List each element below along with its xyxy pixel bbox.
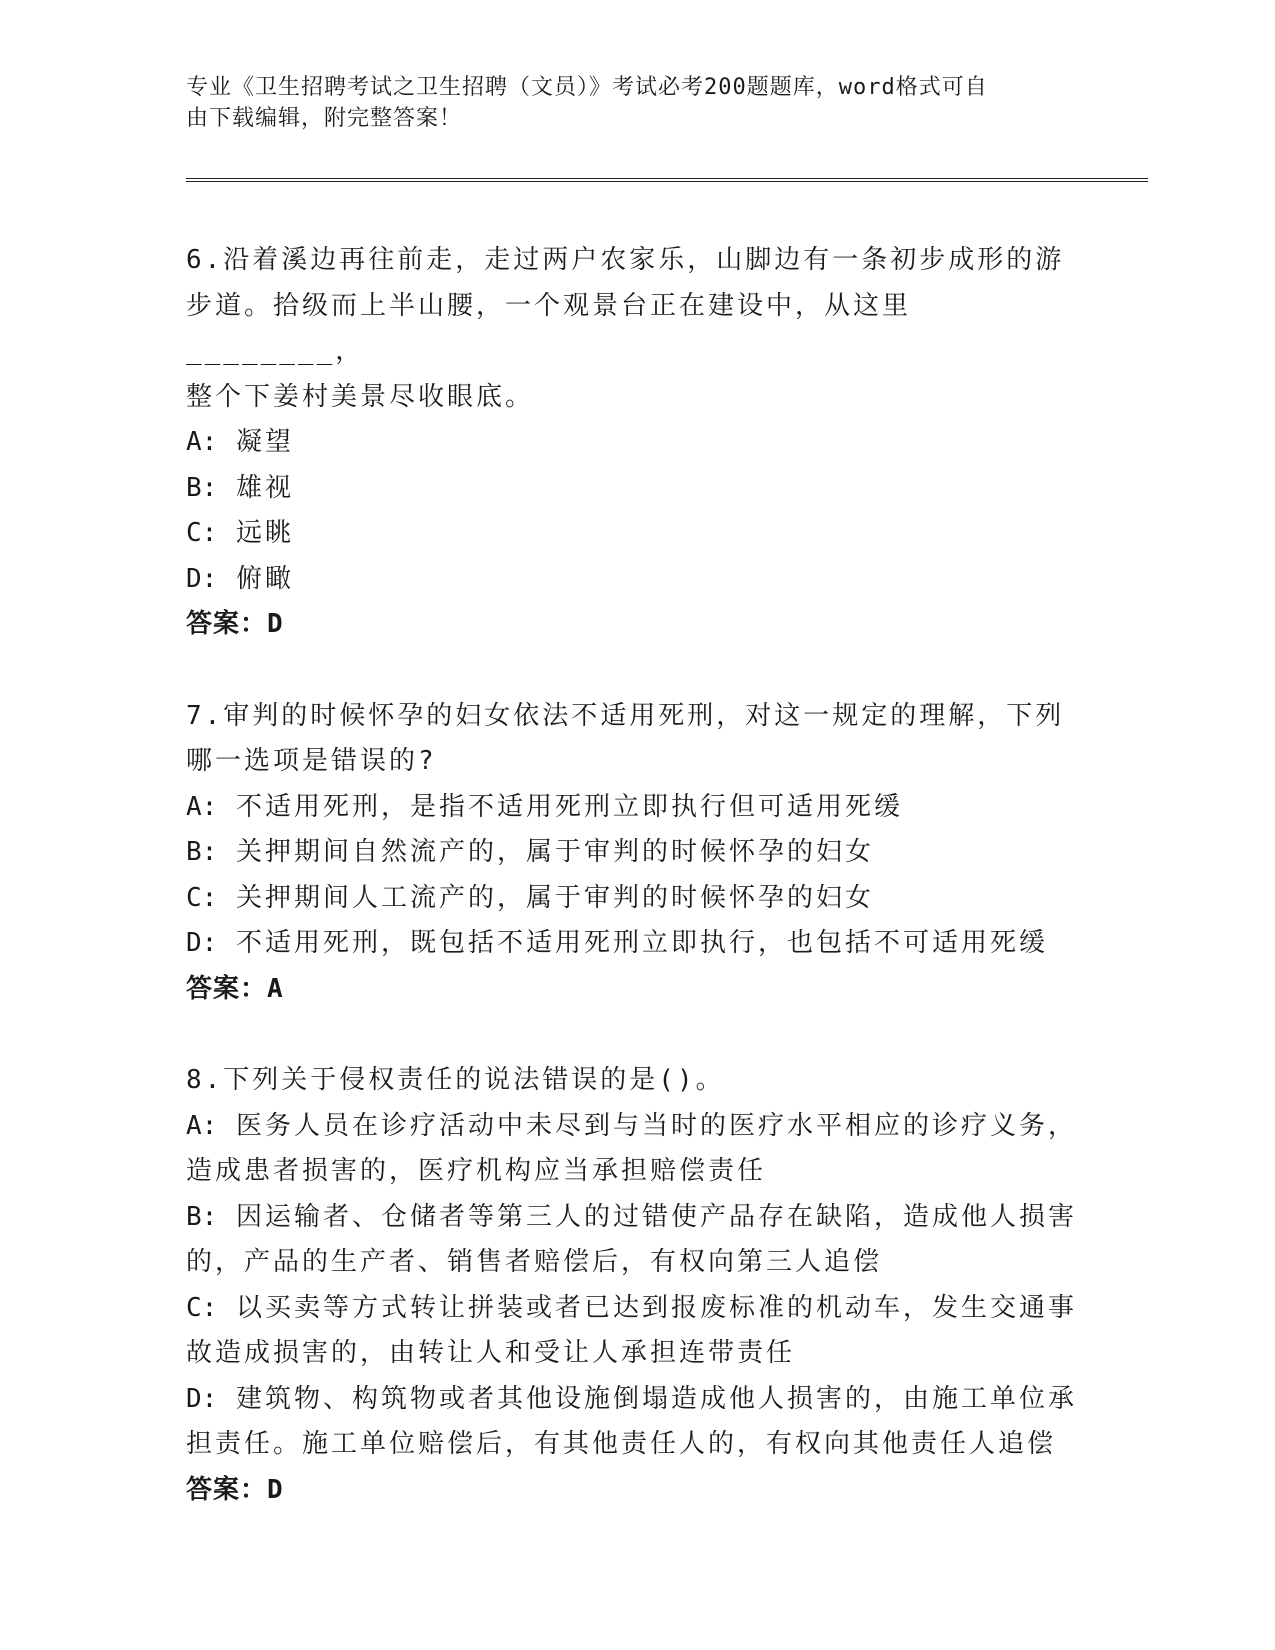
question-8-option-a-cont: 造成患者损害的，医疗机构应当承担赔偿责任 <box>186 1156 767 1186</box>
question-7-text-line-1: 7.审判的时候怀孕的妇女依法不适用死刑，对这一规定的理解，下列 <box>186 700 1065 731</box>
option-key: B: <box>186 837 218 867</box>
question-7-answer: 答案：A <box>186 973 284 1004</box>
question-8-option-d-cont: 担责任。施工单位赔偿后，有其他责任人的，有权向其他责任人追偿 <box>186 1429 1057 1459</box>
question-8-option-b-cont: 的，产品的生产者、销售者赔偿后，有权向第三人追偿 <box>186 1247 883 1277</box>
question-8-option-c <box>186 1286 1086 1332</box>
option-key: A: <box>186 791 218 822</box>
option-key: A: <box>186 1110 218 1141</box>
question-8-option-a <box>186 1104 1086 1150</box>
question-8 <box>186 1058 1086 1513</box>
option-text: 远眺 <box>235 518 294 548</box>
question-list <box>186 238 1086 1559</box>
option-text: 凝望 <box>235 427 294 457</box>
question-6-answer: 答案：D <box>186 609 284 639</box>
question-6 <box>186 238 1086 648</box>
header-line-2: 由下载编辑，附完整答案！ <box>186 106 463 131</box>
question-7 <box>186 694 1086 1013</box>
question-7-text-line-2: 哪一选项是错误的? <box>186 746 437 776</box>
option-text: 建筑物、构筑物或者其他设施倒塌造成他人损害的，由施工单位承 <box>235 1383 1077 1414</box>
option-text: 关押期间人工流产的，属于审判的时候怀孕的妇女 <box>235 882 874 913</box>
question-7-option-d <box>186 921 1086 967</box>
option-text: 关押期间自然流产的，属于审判的时候怀孕的妇女 <box>235 837 874 867</box>
option-key: A: <box>186 427 218 457</box>
option-key: D: <box>186 563 218 594</box>
page-header <box>186 72 1066 134</box>
option-key: C: <box>186 882 218 913</box>
option-text: 因运输者、仓储者等第三人的过错使产品存在缺陷，造成他人损害 <box>235 1201 1077 1232</box>
question-6-option-d <box>186 557 1086 603</box>
question-7-option-c <box>186 876 1086 922</box>
question-6-option-c <box>186 511 1086 557</box>
question-6-text-line-2: 步道。拾级而上半山腰，一个观景台正在建设中，从这里________， <box>186 290 912 366</box>
header-divider <box>186 178 1148 182</box>
option-text: 不适用死刑，既包括不适用死刑立即执行，也包括不可适用死缓 <box>235 928 1048 958</box>
option-text: 俯瞰 <box>235 563 294 594</box>
question-7-option-a <box>186 785 1086 831</box>
option-text: 雄视 <box>235 472 294 503</box>
question-6-option-a <box>186 420 1086 466</box>
option-text: 医务人员在诊疗活动中未尽到与当时的医疗水平相应的诊疗义务， <box>235 1110 1077 1141</box>
option-key: B: <box>186 472 218 503</box>
header-line-1: 专业《卫生招聘考试之卫生招聘（文员）》考试必考200题题库，word格式可自 <box>186 75 988 100</box>
question-6-text-line-1: 6.沿着溪边再往前走，走过两户农家乐，山脚边有一条初步成形的游 <box>186 245 1065 275</box>
question-8-option-c-cont: 故造成损害的，由转让人和受让人承担连带责任 <box>186 1338 796 1368</box>
option-text: 以买卖等方式转让拼装或者已达到报废标准的机动车，发生交通事 <box>235 1292 1077 1323</box>
option-key: C: <box>186 518 218 548</box>
question-8-option-b <box>186 1195 1086 1241</box>
option-key: C: <box>186 1292 218 1323</box>
option-key: D: <box>186 928 218 958</box>
question-6-option-b <box>186 466 1086 512</box>
question-8-answer: 答案：D <box>186 1474 284 1505</box>
question-6-text-line-3: 整个下姜村美景尽收眼底。 <box>186 381 535 412</box>
question-7-option-b <box>186 830 1086 876</box>
option-key: D: <box>186 1383 218 1414</box>
option-key: B: <box>186 1201 218 1232</box>
question-8-text-line-1: 8.下列关于侵权责任的说法错误的是()。 <box>186 1065 725 1095</box>
option-text: 不适用死刑，是指不适用死刑立即执行但可适用死缓 <box>235 791 903 822</box>
question-8-option-d <box>186 1377 1086 1423</box>
